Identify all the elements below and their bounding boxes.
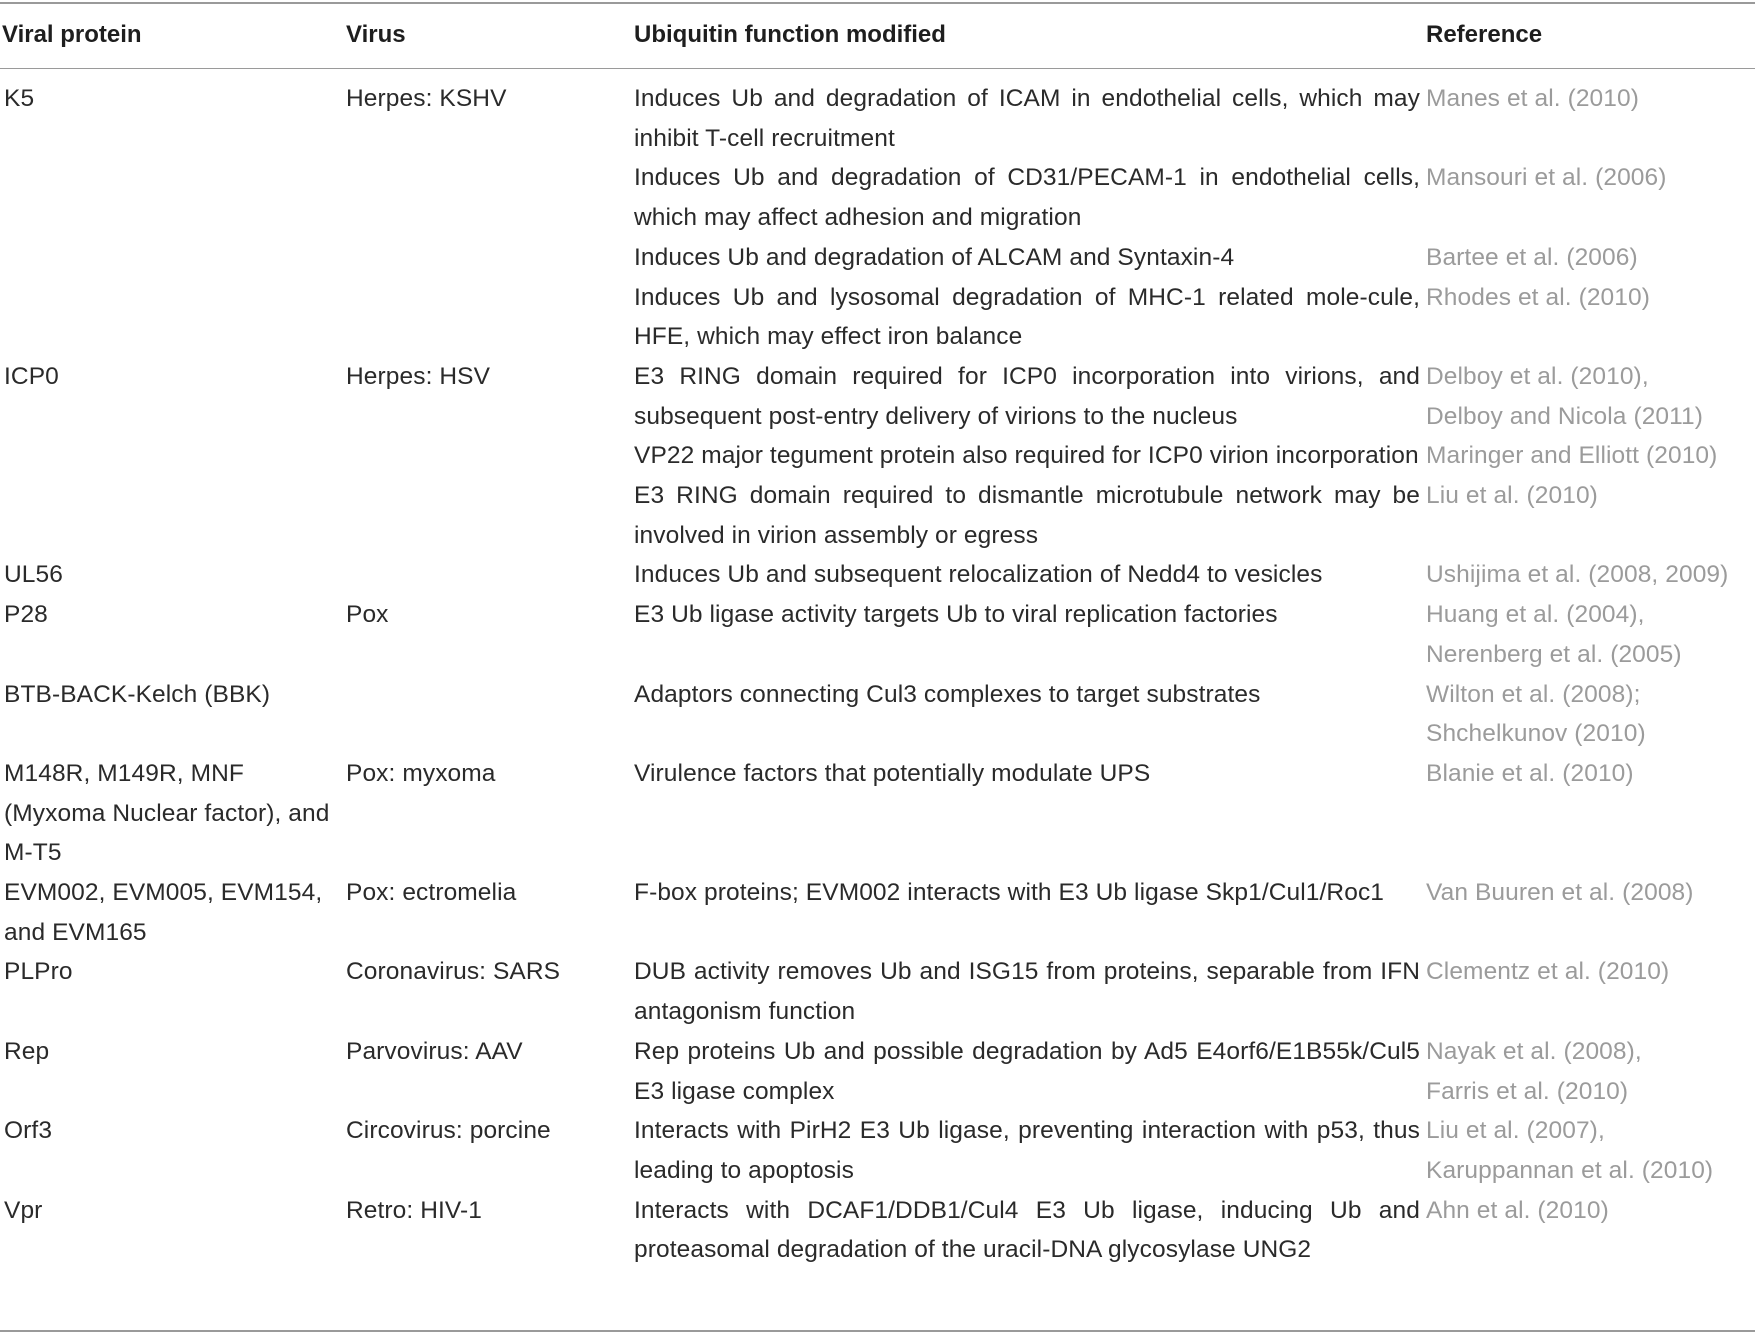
table-row	[0, 675, 1755, 754]
cell-reference	[1426, 595, 1755, 674]
reference-link[interactable]: Ushijima et al. (2008, 2009)	[1426, 561, 1729, 589]
cell-viral-protein	[0, 278, 346, 357]
cell-reference	[1426, 476, 1755, 555]
cell-reference	[1426, 278, 1755, 357]
header-ubiquitin-function: Ubiquitin function modified	[634, 20, 946, 48]
reference-link[interactable]: Liu et al. (2007),	[1426, 1117, 1605, 1145]
cell-reference	[1426, 238, 1755, 278]
reference-link[interactable]: Farris et al. (2010)	[1426, 1077, 1629, 1105]
cell-ubiquitin-function: E3 Ub ligase activity targets Ub to viral replication factories	[634, 601, 1278, 629]
cell-ubiquitin-function: Virulence factors that potentially modulate UPS	[634, 759, 1151, 787]
cell-virus: Retro: HIV-1	[346, 1196, 482, 1224]
cell-virus	[346, 476, 634, 555]
table-row	[0, 595, 1755, 674]
cell-ubiquitin-function: Induces Ub and lysosomal degradation of MHC-1 related mole-cule, HFE, which may effect iron balance	[634, 283, 1420, 351]
cell-viral-protein: M148R, M149R, MNF (Myxoma Nuclear factor), and M-T5	[4, 759, 330, 867]
cell-viral-protein	[0, 436, 346, 476]
reference-link[interactable]: Delboy and Nicola (2011)	[1426, 402, 1704, 430]
reference-link[interactable]: Clementz et al. (2010)	[1426, 958, 1670, 986]
table-row	[0, 476, 1755, 555]
table-row	[0, 69, 1755, 158]
cell-reference	[1426, 436, 1755, 476]
cell-viral-protein: PLPro	[4, 958, 73, 986]
reference-link[interactable]: Liu et al. (2010)	[1426, 482, 1598, 510]
cell-virus: Pox	[346, 601, 389, 629]
cell-ubiquitin-function: Interacts with PirH2 E3 Ub ligase, preventing interaction with p53, thus leading to apoptosis	[634, 1117, 1420, 1184]
cell-ubiquitin-function: F-box proteins; EVM002 interacts with E3 Ub ligase Skp1/Cul1/Roc1	[634, 879, 1385, 907]
cell-ubiquitin-function: Induces Ub and degradation of ALCAM and Syntaxin-4	[634, 243, 1235, 271]
cell-virus: Herpes: KSHV	[346, 85, 507, 112]
cell-ubiquitin-function: VP22 major tegument protein also required for ICP0 virion incorporation	[634, 442, 1419, 470]
table-bottom-rule	[0, 1330, 1755, 1332]
reference-link[interactable]: Manes et al. (2010)	[1426, 85, 1639, 112]
reference-link[interactable]: Maringer and Elliott (2010)	[1426, 442, 1718, 470]
cell-reference	[1426, 873, 1755, 952]
reference-link[interactable]: Ahn et al. (2010)	[1426, 1196, 1609, 1224]
cell-reference	[1426, 357, 1755, 436]
reference-link[interactable]: Nayak et al. (2008),	[1426, 1037, 1642, 1065]
cell-ubiquitin-function: Interacts with DCAF1/DDB1/Cul4 E3 Ub ligase, inducing Ub and proteasomal degradation of the uracil-DNA glycosylase UNG2	[634, 1196, 1420, 1264]
reference-link[interactable]: Van Buuren et al. (2008)	[1426, 879, 1694, 907]
cell-reference	[1426, 555, 1755, 595]
reference-link[interactable]: Mansouri et al. (2006)	[1426, 164, 1667, 192]
cell-virus: Pox: ectromelia	[346, 879, 517, 907]
cell-virus: Circovirus: porcine	[346, 1117, 551, 1145]
cell-viral-protein	[0, 476, 346, 555]
reference-link[interactable]: Rhodes et al. (2010)	[1426, 283, 1650, 311]
reference-link[interactable]: Shchelkunov (2010)	[1426, 720, 1646, 748]
cell-virus: Pox: myxoma	[346, 759, 496, 787]
header-reference: Reference	[1426, 20, 1543, 48]
cell-reference	[1426, 675, 1755, 754]
cell-reference	[1426, 952, 1755, 1031]
table-row	[0, 1032, 1755, 1111]
table-row	[0, 278, 1755, 357]
cell-virus	[346, 436, 634, 476]
table-row	[0, 357, 1755, 436]
cell-viral-protein	[0, 238, 346, 278]
cell-virus	[346, 278, 634, 357]
header-virus: Virus	[346, 20, 406, 48]
cell-reference	[1426, 1191, 1755, 1270]
cell-reference	[1426, 754, 1755, 873]
cell-viral-protein: Rep	[4, 1037, 50, 1065]
cell-ubiquitin-function: DUB activity removes Ub and ISG15 from proteins, separable from IFN antagonism function	[634, 958, 1420, 1026]
table-row	[0, 952, 1755, 1031]
table-row	[0, 754, 1755, 873]
cell-ubiquitin-function: Adaptors connecting Cul3 complexes to target substrates	[634, 680, 1261, 708]
cell-virus: Coronavirus: SARS	[346, 958, 561, 986]
cell-virus	[346, 675, 634, 754]
cell-viral-protein: EVM002, EVM005, EVM154, and EVM165	[4, 879, 323, 946]
reference-link[interactable]: Huang et al. (2004),	[1426, 601, 1645, 629]
cell-reference	[1426, 69, 1755, 158]
cell-virus: Herpes: HSV	[346, 362, 491, 390]
cell-virus	[346, 555, 634, 595]
header-row	[0, 0, 1755, 69]
cell-viral-protein: K5	[4, 85, 35, 112]
cell-viral-protein: Orf3	[4, 1117, 53, 1145]
cell-viral-protein: Vpr	[4, 1196, 43, 1224]
table-row	[0, 1111, 1755, 1190]
table-row	[0, 436, 1755, 476]
cell-reference	[1426, 158, 1755, 237]
reference-link[interactable]: Nerenberg et al. (2005)	[1426, 640, 1682, 668]
reference-link[interactable]: Blanie et al. (2010)	[1426, 759, 1634, 787]
cell-ubiquitin-function: E3 RING domain required for ICP0 incorporation into virions, and subsequent post-entry delivery of virions to the nucleus	[634, 362, 1420, 430]
cell-ubiquitin-function: Induces Ub and subsequent relocalization of Nedd4 to vesicles	[634, 561, 1323, 589]
reference-link[interactable]: Wilton et al. (2008);	[1426, 680, 1641, 708]
reference-link[interactable]: Karuppannan et al. (2010)	[1426, 1156, 1714, 1184]
cell-reference	[1426, 1032, 1755, 1111]
cell-virus	[346, 158, 634, 237]
cell-viral-protein: P28	[4, 601, 48, 629]
table-row	[0, 873, 1755, 952]
table-row	[0, 158, 1755, 237]
cell-virus: Parvovirus: AAV	[346, 1037, 523, 1065]
cell-ubiquitin-function: Induces Ub and degradation of ICAM in endothelial cells, which may inhibit T-cell recruitment	[634, 85, 1420, 152]
reference-link[interactable]: Delboy et al. (2010),	[1426, 362, 1649, 390]
table-body	[0, 69, 1755, 1270]
cell-ubiquitin-function: Rep proteins Ub and possible degradation by Ad5 E4orf6/E1B55k/Cul5 E3 ligase complex	[634, 1037, 1420, 1105]
table-row	[0, 238, 1755, 278]
cell-viral-protein: UL56	[4, 561, 63, 589]
table-row	[0, 555, 1755, 595]
header-viral-protein: Viral protein	[2, 20, 142, 48]
table-header	[0, 0, 1755, 69]
cell-viral-protein: ICP0	[4, 362, 59, 390]
table-row	[0, 1191, 1755, 1270]
cell-ubiquitin-function: E3 RING domain required to dismantle microtubule network may be involved in virion assembly or egress	[634, 482, 1420, 549]
reference-link[interactable]: Bartee et al. (2006)	[1426, 243, 1638, 271]
cell-ubiquitin-function: Induces Ub and degradation of CD31/PECAM-1 in endothelial cells, which may affect adhesion and migration	[634, 164, 1420, 232]
cell-virus	[346, 238, 634, 278]
cell-viral-protein	[0, 158, 346, 237]
cell-viral-protein: BTB-BACK-Kelch (BBK)	[4, 680, 271, 708]
cell-reference	[1426, 1111, 1755, 1190]
